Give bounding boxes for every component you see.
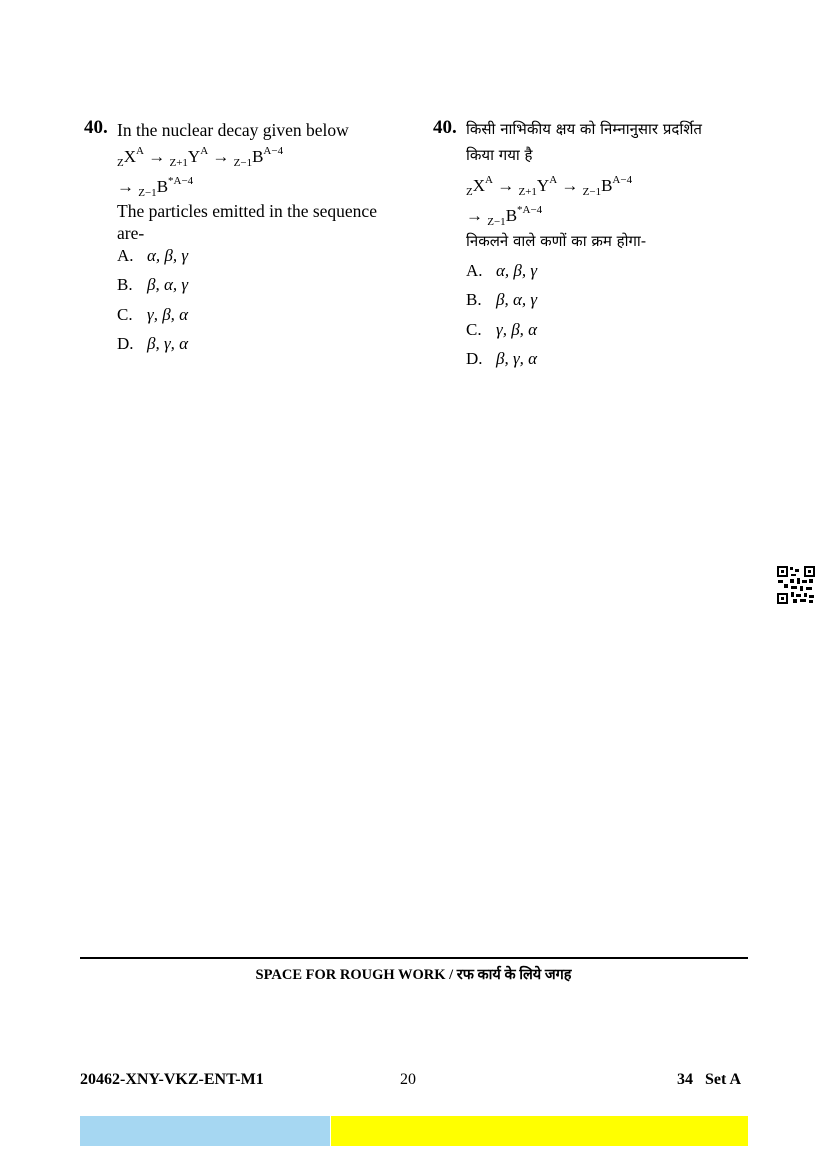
question-stem-en: In the nuclear decay given below [117,120,349,140]
page-number: 20 [400,1071,416,1088]
option-a-en[interactable]: A. α, β, γ [117,246,189,265]
footer-color-bar-blue [80,1116,330,1146]
rough-work-heading: SPACE FOR ROUGH WORK / रफ कार्य के लिये जगह [255,967,572,983]
option-b-en[interactable]: B. β, α, γ [117,275,189,294]
footer-color-bar-yellow [331,1116,748,1146]
question-stem-hi-2: किया गया है [466,146,533,164]
question-prompt-en-2: are- [117,223,145,243]
decay-equation-en-line2: → $_{Z-1}B^{*A-4}$ [117,175,194,199]
option-c-hi[interactable]: C. γ, β, α [466,320,538,339]
question-stem-hi-1: किसी नाभिकीय क्षय को निम्नानुसार प्रदर्शित [466,120,702,138]
option-b-hi[interactable]: B. β, α, γ [466,290,538,309]
set-label: 34 Set A [677,1071,741,1088]
question-prompt-hi: निकलने वाले कणों का क्रम होगा- [466,232,647,250]
option-d-hi[interactable]: D. β, γ, α [466,349,538,368]
paper-code: 20462-XNY-VKZ-ENT-M1 [80,1071,264,1088]
option-c-en[interactable]: C. γ, β, α [117,305,189,324]
decay-equation-hi-line1: $_ZX^A \to _{Z+1}Y^A \to _{Z-1}B^{A-4}$ [466,174,633,198]
decay-equation-hi-line2: → $_{Z-1}B^{*A-4}$ [466,204,543,228]
decay-equation-en-line1: $_ZX^A \to _{Z+1}Y^A \to _{Z-1}B^{A-4}$ [117,145,284,169]
question-number-hi: 40. [433,117,457,138]
option-d-en[interactable]: D. β, γ, α [117,334,189,353]
question-prompt-en-1: The particles emitted in the sequence [117,201,377,221]
qr-code-icon [776,565,816,605]
question-number-en: 40. [84,117,108,138]
rough-work-divider [80,957,748,959]
option-a-hi[interactable]: A. α, β, γ [466,261,538,280]
